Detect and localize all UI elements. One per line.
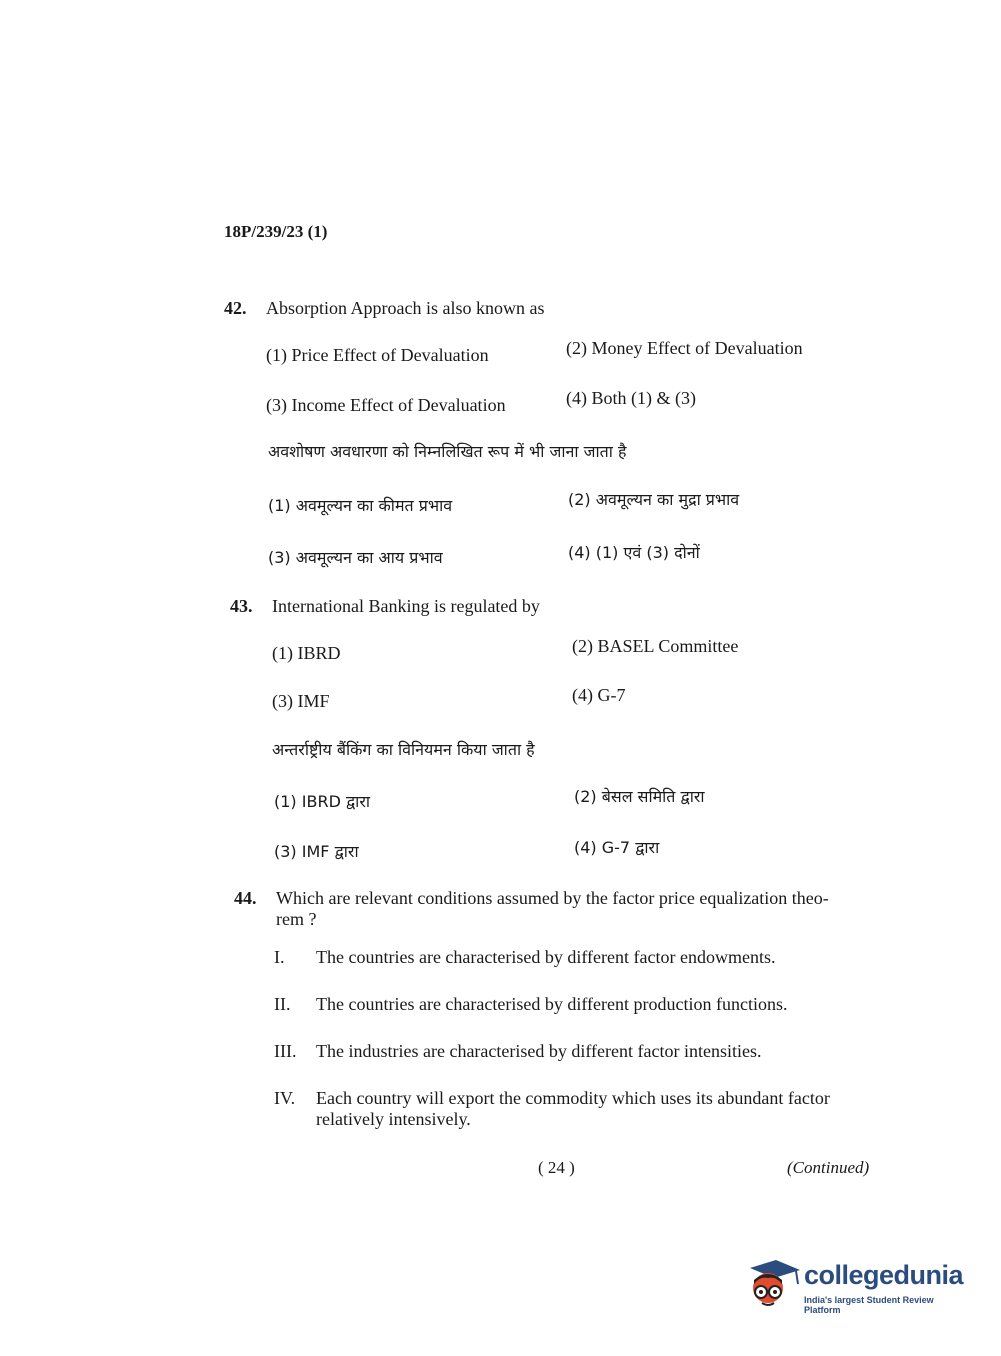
q42-option-4: (4) Both (1) & (3) [566, 388, 696, 408]
question-number: 42. [224, 298, 247, 318]
statement-text: The countries are characterised by different production functions. [316, 994, 788, 1014]
q42-hindi-option-3: (3) अवमूल्यन का आय प्रभाव [268, 548, 443, 567]
brand-tagline: India's largest Student Review Platform [804, 1295, 934, 1315]
q43-option-3: (3) IMF [272, 691, 330, 711]
question-text-line-1: Which are relevant conditions assumed by the factor price equalization theo- [276, 888, 829, 908]
brand-name: collegedunia [804, 1260, 964, 1290]
q42-hindi-option-1: (1) अवमूल्यन का कीमत प्रभाव [268, 496, 453, 515]
page-number: ( 24 ) [538, 1158, 575, 1177]
q43-option-1: (1) IBRD [272, 643, 341, 663]
q42-hindi-option-4: (4) (1) एवं (3) दोनों [568, 543, 700, 562]
graduate-mascot-icon [742, 1254, 802, 1314]
q43-hindi-option-1: (1) IBRD द्वारा [274, 792, 371, 811]
q42-hindi-option-2: (2) अवमूल्यन का मुद्रा प्रभाव [568, 490, 740, 509]
question-text: International Banking is regulated by [272, 596, 540, 616]
q42-hindi-text: अवशोषण अवधारणा को निम्नलिखित रूप में भी जाना जाता है [268, 442, 627, 461]
question-number: 44. [234, 888, 257, 908]
q42-option-1: (1) Price Effect of Devaluation [266, 345, 489, 365]
statement-numeral: I. [274, 947, 285, 967]
q43-hindi-text: अन्तर्राष्ट्रीय बैंकिंग का विनियमन किया जाता है [272, 740, 535, 759]
q43-hindi-option-2: (2) बेसल समिति द्वारा [574, 787, 705, 806]
continued-label: (Continued) [787, 1158, 870, 1177]
q42-option-3: (3) Income Effect of Devaluation [266, 395, 506, 415]
q42-option-2: (2) Money Effect of Devaluation [566, 338, 803, 358]
q43-option-4: (4) G-7 [572, 685, 626, 705]
q43-hindi-option-4: (4) G-7 द्वारा [574, 838, 660, 857]
q43-option-2: (2) BASEL Committee [572, 636, 739, 656]
q43-hindi-option-3: (3) IMF द्वारा [274, 842, 359, 861]
collegedunia-watermark [742, 1250, 972, 1316]
statement-numeral: IV. [274, 1088, 296, 1108]
question-42 [224, 298, 544, 319]
q44-statement-1 [274, 947, 775, 968]
statement-text-line-1: Each country will export the commodity which uses its abundant factor [316, 1088, 830, 1108]
statement-text-line-2: relatively intensively. [316, 1109, 471, 1129]
statement-text: The countries are characterised by different factor endowments. [316, 947, 776, 967]
q44-statement-4 [274, 1088, 830, 1130]
q44-statement-3 [274, 1041, 761, 1062]
question-43 [230, 596, 540, 617]
q44-statement-2 [274, 994, 787, 1015]
statement-numeral: III. [274, 1041, 297, 1061]
statement-text: The industries are characterised by different factor intensities. [316, 1041, 762, 1061]
question-number: 43. [230, 596, 253, 616]
question-text: Absorption Approach is also known as [266, 298, 545, 318]
question-44 [234, 888, 829, 930]
paper-code: 18P/239/23 (1) [224, 222, 328, 241]
statement-numeral: II. [274, 994, 291, 1014]
question-text-line-2: rem ? [276, 909, 317, 929]
